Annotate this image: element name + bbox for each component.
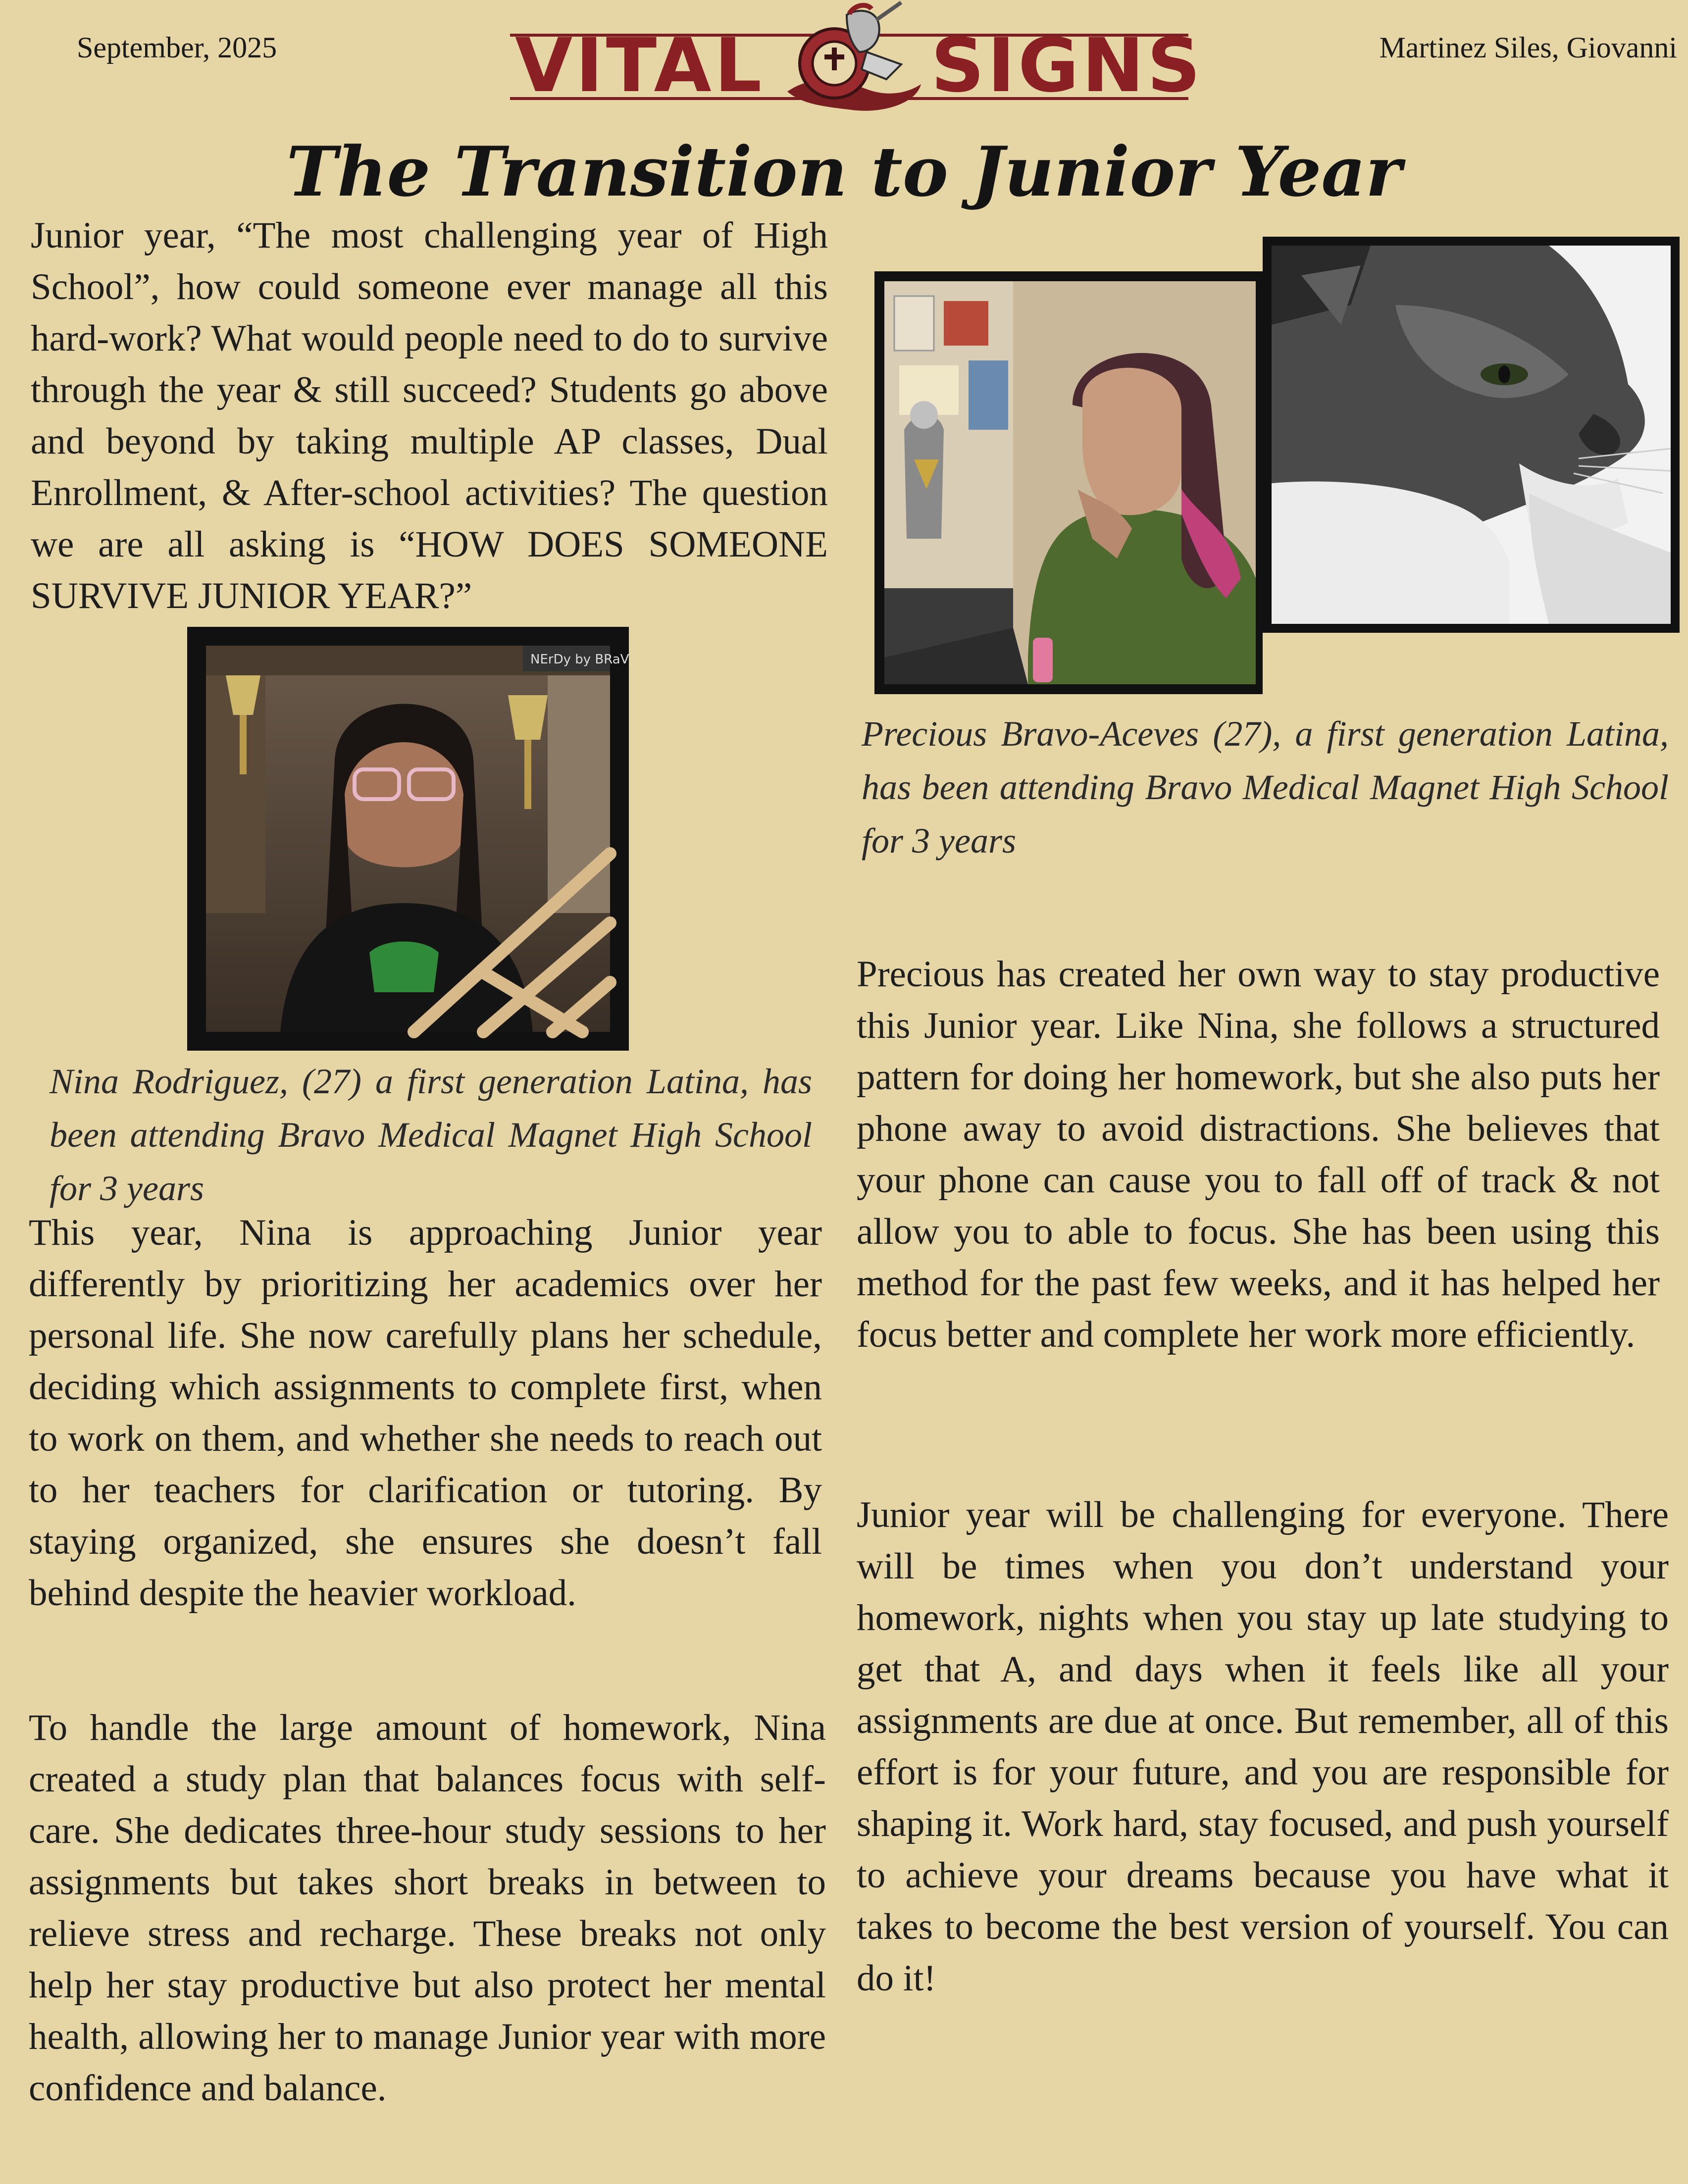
- closing-paragraph: Junior year will be challenging for everyone. There will be times when you don’t understand your homework, nights when you stay up late studying to get that A, and days when it feels like all your assignments are due at once. But remember, all of this effort is for your future, and you are responsible for shaping it. Work hard, stay focused, and push yourself to achieve your dreams because you have what it takes to become the best version of yourself. You can do it!: [857, 1494, 1669, 1999]
- intro-paragraph: Junior year, “The most challenging year of High School”, how could someone ever manage all this hard-work? What would people need to do to survive through the year & still succeed? Students go above and beyond by taking multiple AP classes, Dual Enrollment, & After-school activities? The question we are all asking is “HOW DOES SOMEONE SURVIVE JUNIOR YEAR?”: [31, 215, 828, 616]
- cat-thinking-photo: [1272, 246, 1671, 624]
- precious-photo: [874, 271, 1263, 694]
- precious-caption: Precious Bravo-Aceves (27), a first generation Latina, has been attending Bravo Medical Magnet High School for 3 years: [862, 714, 1669, 861]
- masthead-vital: VITAL: [515, 23, 765, 109]
- cat-photo: [1263, 237, 1680, 633]
- precious-paragraph: Precious has created her own way to stay productive this Junior year. Like Nina, she follows a structured pattern for doing her homework, but she also puts her phone away to avoid distractions. She believes that your phone can cause you to fall off of track & not allow you to able to focus. She has been using this method for the past few weeks, and it has helped her focus better and complete her work more efficiently.: [857, 954, 1660, 1355]
- masthead-signs: SIGNS: [931, 23, 1204, 109]
- author-name: Martinez Siles, Giovanni: [1379, 31, 1677, 64]
- nina-paragraph-1: This year, Nina is approaching Junior year differently by prioritizing her academics over her personal life. She now carefully plans her schedule, deciding which assignments to complete first, when to work on them, and whether she needs to reach out to her teachers for clarification or tutoring. By staying organized, she ensures she doesn’t fall behind despite the heavier workload.: [29, 1212, 822, 1614]
- article-title: The Transition to Junior Year: [286, 131, 1402, 212]
- masthead: [505, 5, 1204, 116]
- banner-text: NErDy by BRaV: [530, 652, 629, 667]
- nina-photo: [187, 627, 629, 1051]
- nina-paragraph-2: To handle the large amount of homework, Nina created a study plan that balances focus with self-care. She dedicates three-hour study sessions to her assignments but takes short breaks in between to relieve stress and recharge. These breaks not only help her stay productive but also protect her mental health, allowing her to manage Junior year with more confidence and balance.: [29, 1707, 826, 2109]
- knight-mascot-logo: [772, 5, 931, 116]
- issue-date: September, 2025: [77, 31, 277, 64]
- nina-caption: Nina Rodriguez, (27) a first generation Latina, has been attending Bravo Medical Magnet High School for 3 years: [50, 1062, 812, 1208]
